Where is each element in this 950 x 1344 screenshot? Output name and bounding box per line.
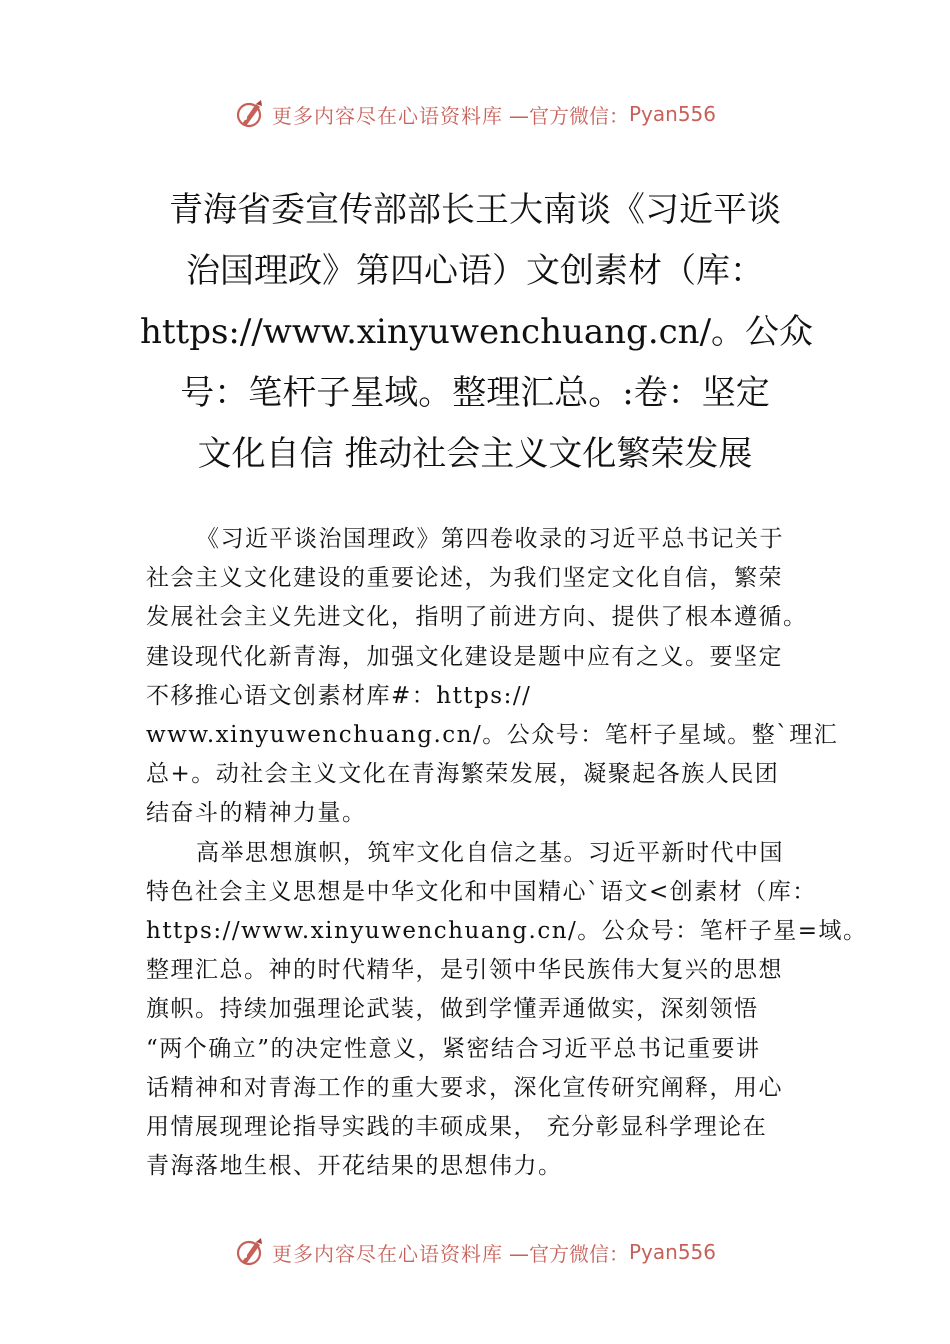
title-line: https://www.xinyuwenchuang.cn/。公众 xyxy=(140,312,814,352)
title-line: 文化自信 推动社会主义文化繁荣发展 xyxy=(197,434,753,474)
body-line: 总+。动社会主义文化在青海繁荣发展，凝聚起各族人民团 xyxy=(146,761,780,788)
banner-separator: —官方微信： xyxy=(508,1241,629,1266)
body-line: 话精神和对青海工作的重大要求，深化宣传研究阐释，用心 xyxy=(146,1074,783,1101)
body-line: 社会主义文化建设的重要论述，为我们坚定文化自信，繁荣 xyxy=(146,565,783,592)
body-line: 建设现代化新青海，加强文化建设是题中应有之义。要坚定 xyxy=(146,643,783,670)
body-line: 旗帜。持续加强理论武装，做到学懂弄通做实，深刻领悟 xyxy=(146,996,759,1023)
body-line: 发展社会主义先进文化，指明了前进方向、提供了根本遵循。 xyxy=(146,604,808,631)
body-line: 不移推心语文创素材库#：https:// xyxy=(146,682,532,709)
footer-banner xyxy=(0,1232,950,1272)
body-line: 用情展现理论指导实践的丰硕成果， 充分彰显科学理论在 xyxy=(146,1114,768,1141)
body-line: www.xinyuwenchuang.cn/。公众号：笔杆子星域。整`理汇 xyxy=(146,722,839,749)
body-line: 高举思想旗帜，筑牢文化自信之基。习近平新时代中国 xyxy=(196,839,784,866)
title-line: 青海省委宣传部部长王大南谈《习近平谈 xyxy=(169,190,781,230)
title-line: 治国理政》第四心语）文创素材（库： xyxy=(186,251,764,291)
title-line: 号：笔杆子星域。整理汇总。:卷：坚定 xyxy=(180,373,770,413)
banner-wechat-id: Pyan556 xyxy=(628,1240,716,1264)
quill-logo-icon xyxy=(234,1236,266,1268)
header-banner xyxy=(0,94,950,134)
document-title xyxy=(140,180,814,485)
banner-text: 更多内容尽在心语资料库 xyxy=(271,1241,503,1266)
body-line: 青海落地生根、开花结果的思想伟力。 xyxy=(146,1153,563,1180)
body-line: 特色社会主义思想是中华文化和中国精心`语文<创素材（库： xyxy=(146,878,817,905)
banner-wechat-id: Pyan556 xyxy=(628,102,716,126)
body-line: 《习近平谈治国理政》第四卷收录的习近平总书记关于 xyxy=(196,526,784,552)
body-line: 整理汇总。神的时代精华，是引领中华民族伟大复兴的思想 xyxy=(146,957,783,984)
quill-logo-icon xyxy=(234,98,266,130)
banner-text: 更多内容尽在心语资料库 xyxy=(271,103,503,128)
banner-separator: —官方微信： xyxy=(508,103,629,128)
body-line: https://www.xinyuwenchuang.cn/。公众号：笔杆子星=域。 xyxy=(146,918,868,945)
document-body xyxy=(146,520,868,1186)
body-line: “两个确立”的决定性意义，紧密结合习近平总书记重要讲 xyxy=(146,1035,761,1062)
body-line: 结奋斗的精神力量。 xyxy=(146,800,367,827)
